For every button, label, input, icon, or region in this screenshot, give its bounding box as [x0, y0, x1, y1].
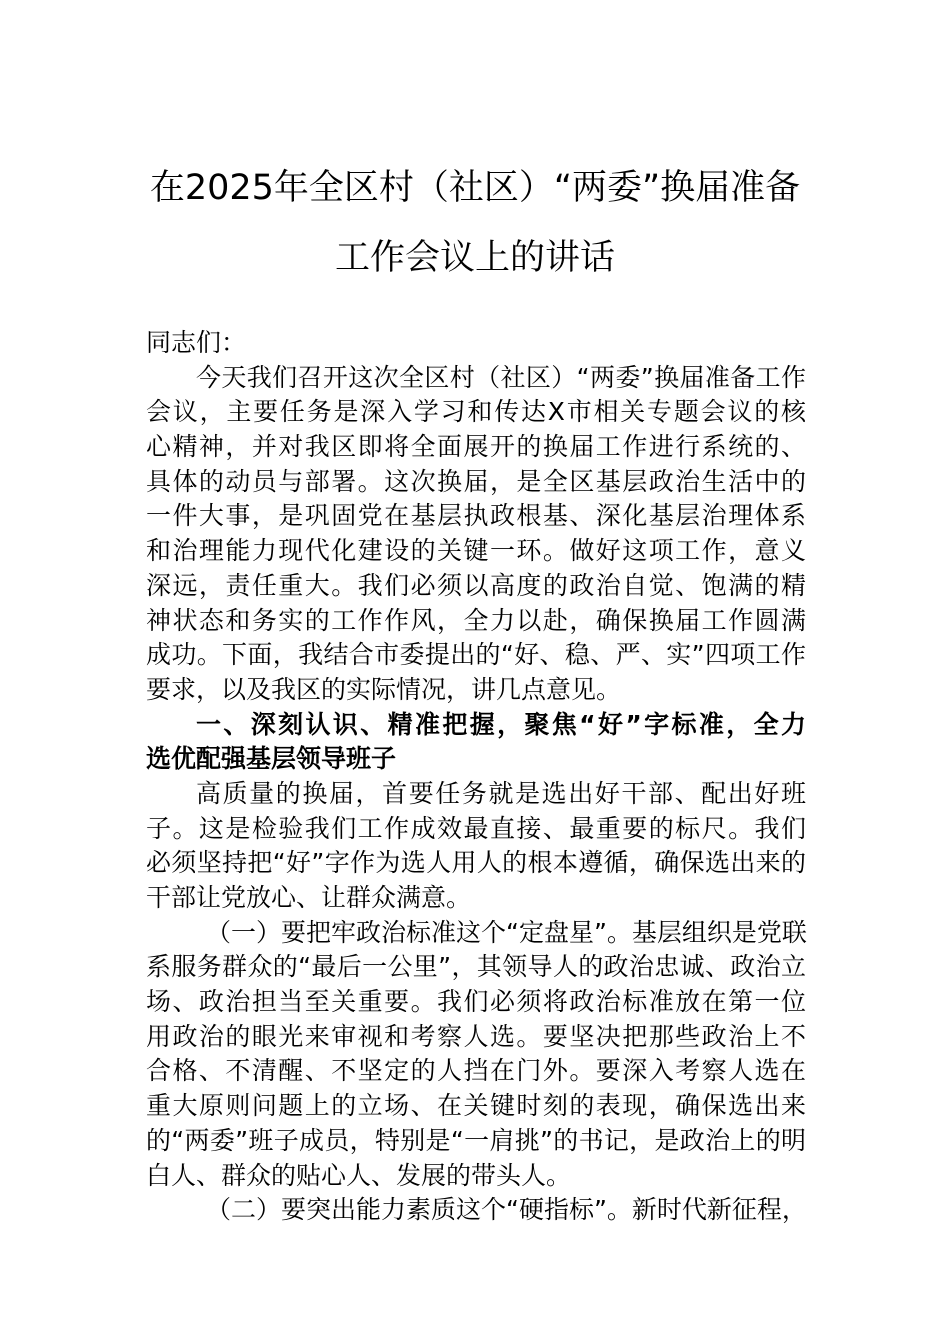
text-line: 重大原则问题上的立场、在关键时刻的表现，确保选出来 — [146, 1091, 806, 1121]
text-line: 干部让党放心、让群众满意。 — [146, 883, 472, 912]
document-title-line2: 工作会议上的讲话 — [334, 238, 615, 278]
text-line: 具体的动员与部署。这次换届，是全区基层政治生活中的 — [146, 466, 806, 496]
heading-line: 一、深刻认识、精准把握，聚焦“好”字标准，全力 — [196, 709, 806, 739]
text-line: 合格、不清醒、不坚定的人挡在门外。要深入考察人选在 — [146, 1056, 806, 1086]
text-line: 和治理能力现代化建设的关键一环。做好这项工作，意义 — [146, 536, 806, 566]
text-line: 的“两委”班子成员，特别是“一肩挑”的书记，是政治上的明 — [146, 1125, 806, 1155]
text-line: （二）要突出能力素质这个“硬指标”。新时代新征程， — [206, 1195, 807, 1225]
heading-line: 选优配强基层领导班子 — [146, 744, 397, 774]
document-title-line1: 在2025年全区村（社区）“两委”换届准备 — [149, 168, 801, 208]
text-line: 会议，主要任务是深入学习和传达X市相关专题会议的核 — [146, 397, 806, 427]
text-line: 白人、群众的贴心人、发展的带头人。 — [146, 1160, 572, 1190]
text-line: 深远，责任重大。我们必须以高度的政治自觉、饱满的精 — [146, 570, 806, 600]
text-line: 神状态和务实的工作作风，全力以赴，确保换届工作圆满 — [146, 605, 806, 635]
paragraph-section1 — [146, 777, 806, 916]
paragraph-subsection-2 — [146, 1193, 806, 1228]
text-line: 用政治的眼光来审视和考察人选。要坚决把那些政治上不 — [146, 1021, 806, 1051]
paragraph-intro — [146, 361, 806, 708]
text-line: 高质量的换届，首要任务就是选出好干部、配出好班 — [196, 778, 806, 808]
text-line: 必须坚持把“好”字作为选人用人的根本遵循，确保选出来的 — [146, 848, 806, 878]
text-line: 系服务群众的“最后一公里”，其领导人的政治忠诚、政治立 — [146, 952, 806, 982]
section-heading-1 — [146, 708, 806, 777]
document-body — [146, 326, 806, 1228]
salutation: 同志们： — [146, 328, 247, 357]
text-line: 子。这是检验我们工作成效最直接、最重要的标尺。我们 — [146, 813, 806, 843]
text-line: 成功。下面，我结合市委提出的“好、稳、严、实”四项工作 — [146, 640, 806, 670]
text-line: 一件大事，是巩固党在基层执政根基、深化基层治理体系 — [146, 501, 806, 531]
text-line: 心精神，并对我区即将全面展开的换届工作进行系统的、 — [146, 432, 806, 462]
text-line: 今天我们召开这次全区村（社区）“两委”换届准备工作 — [196, 362, 806, 392]
text-line: 要求，以及我区的实际情况，讲几点意见。 — [146, 674, 622, 704]
paragraph-subsection-1 — [146, 916, 806, 1194]
text-line: 场、政治担当至关重要。我们必须将政治标准放在第一位 — [146, 987, 806, 1017]
text-line: （一）要把牢政治标准这个“定盘星”。基层组织是党联 — [206, 917, 807, 947]
